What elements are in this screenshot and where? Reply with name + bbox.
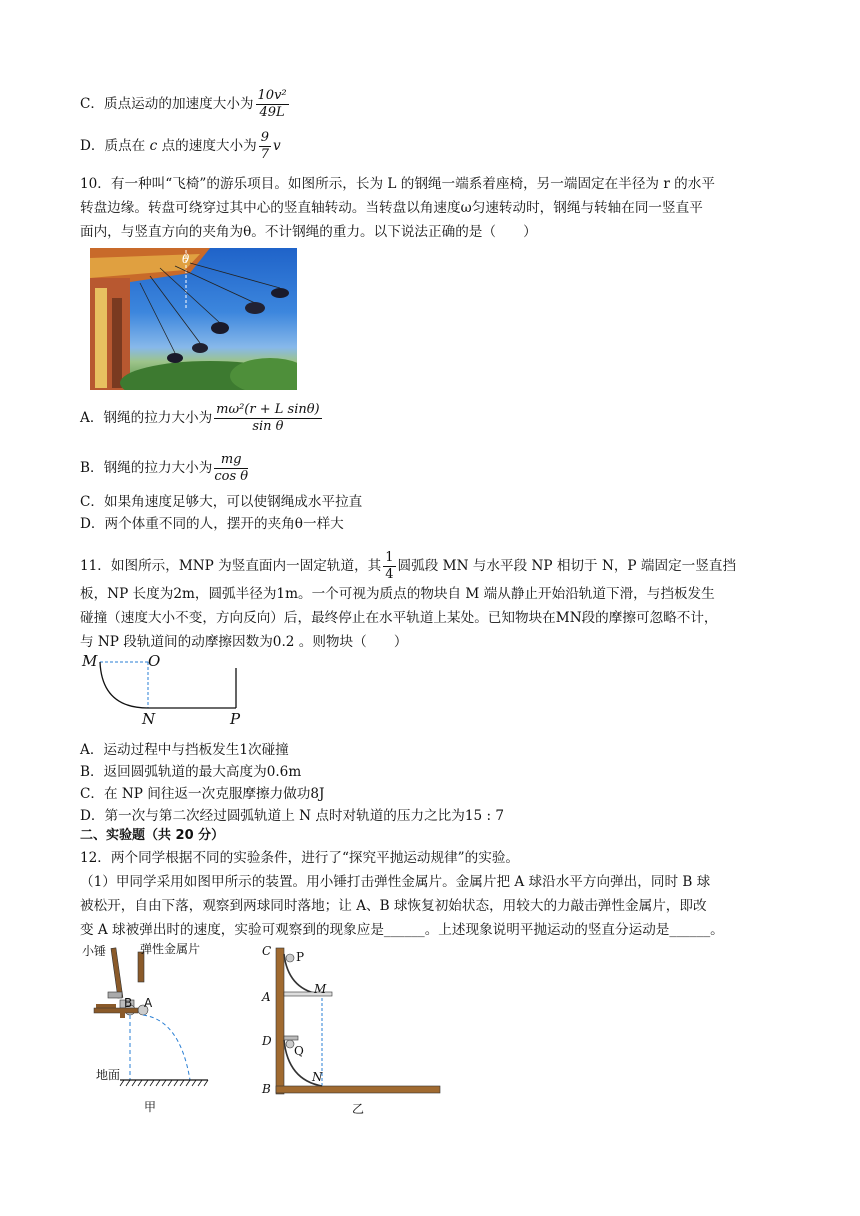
figure-b-label-p: P [296, 950, 305, 964]
q11-option-d: D．第一次与第二次经过圆弧轨道上 N 点时对轨道的压力之比为15 : 7 [80, 808, 505, 824]
figure-b-label-n: N [312, 1070, 323, 1084]
q10-option-d: D．两个体重不同的人，摆开的夹角θ一样大 [80, 516, 344, 532]
q11-option-c: C．在 NP 间往返一次克服摩擦力做功8J [80, 786, 325, 802]
q11-option-a: A．运动过程中与挡板发生1次碰撞 [80, 742, 289, 758]
q11-label-m: M [82, 652, 98, 670]
q9-option-c-fraction: $\frac{\text{10v²}}{49L}$ [257, 88, 287, 120]
q10-option-c: C．如果角速度足够大，可以使钢绳成水平拉直 [80, 494, 363, 510]
photo-angle-label: θ [182, 252, 190, 266]
q11-option-b: B．返回圆弧轨道的最大高度为0.6m [80, 764, 302, 780]
figure-b-label-m: M [314, 982, 327, 996]
q9-option-c: C．质点运动的加速度大小为 $\frac{\text{10v²}}{49L}$ [80, 88, 287, 120]
flying-chair-photo [90, 248, 297, 390]
figure-a-hammer-label: 小锤 [82, 944, 107, 958]
q9-option-d: D．质点在 c 点的速度大小为 $\frac{9}{7}$ v [80, 130, 281, 162]
q10-option-a: A．钢绳的拉力大小为 $\frac{\text{mω²(r + L sinθ)}}{\text{sin θ}}$ [80, 402, 320, 434]
figure-b-apparatus [260, 940, 450, 1100]
figure-a-ball-b-label: B [124, 996, 133, 1010]
figure-b-label-c: C [262, 944, 272, 958]
q10-stem-line2: 转盘边缘。转盘可绕穿过其中心的竖直轴转动。当转盘以角速度ω匀速转动时，钢绳与转轴在同一竖直平 [80, 200, 703, 216]
figure-b-label-b: B [262, 1082, 271, 1096]
q10-option-b-fraction: $\frac{mg}{\text{cos θ}}$ [214, 452, 249, 484]
q10-option-b: B．钢绳的拉力大小为 $\frac{mg}{\text{cos θ}}$ [80, 452, 249, 484]
q11-label-n: N [142, 710, 156, 728]
figure-a-caption: 甲 [144, 1100, 157, 1114]
figure-a-ground-label: 地面 [96, 1068, 121, 1082]
q10-option-a-fraction: $\frac{\text{mω²(r + L sinθ)}}{\text{sin θ}}$ [216, 402, 320, 434]
q12-stem-line3: 被松开，自由下落，观察到两球同时落地；让 A、B 球恢复初始状态，用较大的力敲击弹性金属片，即改 [80, 898, 707, 914]
figure-a-ball-a-label: A [144, 996, 153, 1010]
flying-chair-illustration [90, 248, 297, 390]
figure-b-label-d: D [262, 1034, 272, 1048]
q12-stem-line2: （1）甲同学采用如图甲所示的装置。用小锤打击弹性金属片。金属片把 A 球沿水平方向弹出，同时 B 球 [80, 874, 711, 890]
q12-stem-line4: 变 A 球被弹出时的速度，实验可观察到的现象应是______。上述现象说明平抛运动的竖直分运动是______。 [80, 922, 724, 938]
q11-stem-line4: 与 NP 段轨道间的动摩擦因数为0.2 。则物块（ ） [80, 634, 408, 650]
figure-b-caption: 乙 [352, 1102, 365, 1116]
q11-stem-line2: 板，NP 长度为2m，圆弧半径为1m。一个可视为质点的物块自 M 端从静止开始沿轨道下滑，与挡板发生 [80, 586, 715, 602]
q11-label-p: P [230, 710, 241, 728]
section-experiment-heading: 二、实验题（共 20 分） [80, 828, 225, 843]
q11-stem-line1: 11．如图所示，MNP 为竖直面内一固定轨道，其 $\frac{1}{4}$ 圆弧段 MN 与水平段 NP 相切于 N，P 端固定一竖直挡 [80, 550, 737, 582]
figure-b-label-a: A [262, 990, 271, 1004]
figure-a-spring-label: 弹性金属片 [140, 942, 201, 956]
q9-option-d-fraction: $\frac{9}{7}$ [260, 130, 269, 162]
q12-stem-line1: 12．两个同学根据不同的实验条件，进行了“探究平抛运动规律”的实验。 [80, 850, 520, 866]
q10-stem-line3: 面内，与竖直方向的夹角为θ。不计钢绳的重力。以下说法正确的是（ ） [80, 224, 537, 240]
q10-stem-line1: 10．有一种叫“飞椅”的游乐项目。如图所示，长为 L 的钢绳一端系着座椅，另一端固定在半径为 r 的水平 [80, 176, 715, 192]
q11-quarter-fraction: $\frac{1}{4}$ [385, 550, 394, 582]
q11-stem-line3: 碰撞（速度大小不变，方向反向）后，最终停止在水平轨道上某处。已知物块在MN段的摩擦可忽略不计， [80, 610, 718, 626]
figure-b-label-q: Q [294, 1044, 304, 1058]
q11-label-o: O [148, 652, 161, 670]
